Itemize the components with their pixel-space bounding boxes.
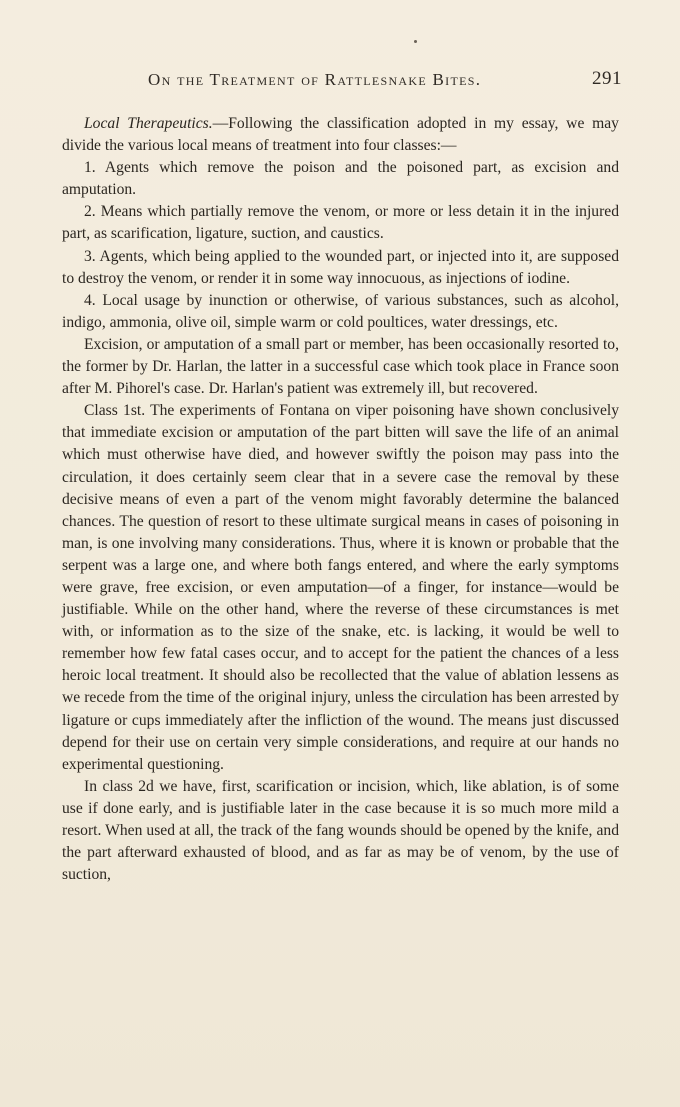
paragraph-class-3: 3. Agents, which being applied to the wounded part, or injected into it, are supposed to destroy the venom, or render it in some way innocuous, as injections of iodine.	[62, 247, 619, 287]
running-head-title: On the Treatment of Rattlesnake Bites.	[148, 70, 482, 89]
paragraph-class-1: 1. Agents which remove the poison and the poisoned part, as excision and amputation.	[62, 159, 619, 199]
paragraph-class-2d: In class 2d we have, first, scarification or incision, which, like ablation, is of some use if done early, and is justifiable later in the case because it is so much more mild a resort. When used at all, the track of the fang wounds should be opened by the knife, and the part afterward exhausted of blood, and as far as may be of venom, by the use of suction,	[62, 777, 619, 884]
paragraph-class-2: 2. Means which partially remove the venom, or more or less detain it in the injured part, as scarification, ligature, suction, and caustics.	[62, 203, 619, 243]
paragraph-class-4: 4. Local usage by inunction or otherwise, of various substances, such as alcohol, indigo, ammonia, olive oil, simple warm or cold poultices, water dressings, etc.	[62, 291, 619, 331]
paragraph-text: —Following the classification adopted in my essay, we may divide the various local means of treatment into four classes:—	[62, 115, 619, 155]
page-number: 291	[592, 68, 622, 89]
ink-speck	[414, 40, 417, 43]
paragraph-local-therapeutics	[62, 113, 619, 157]
section-heading: Local Therapeutics.	[84, 115, 213, 132]
paragraph-class-1st: Class 1st. The experiments of Fontana on viper poisoning have shown conclusively that immediate excision or amputation of the part bitten will save the life of an animal which must otherwise have died, and however swiftly the poison may pass into the circulation, it does certainly seem clear that in a severe case the removal by these decisive means of even a part of the venom might favorably determine the balanced chances. The question of resort to these ultimate surgical means in cases of poisoning in man, is one involving many considerations. Thus, where it is known or probable that the serpent was a large one, and where both fangs entered, and where the early symptoms were grave, free excision, or even amputation—of a finger, for instance—would be justifiable. While on the other hand, where the reverse of these circumstances is met with, or information as to the size of the snake, etc. is lacking, it would be well to remember how few fatal cases occur, and to accept for the patient the chances of a less heroic local treatment. It should also be recollected that the value of ablation lessens as we recede from the time of the original injury, unless the circulation has been arrested by ligature or cups immediately after the infliction of the wound. The means just discussed depend for their use on certain very simple considerations, and require at our hands no experimental questioning.	[62, 402, 619, 773]
body-text	[62, 113, 619, 886]
paragraph-excision: Excision, or amputation of a small part or member, has been occasionally resorted to, the former by Dr. Harlan, the latter in a successful case which took place in France soon after M. Pihorel's case. Dr. Harlan's patient was extremely ill, but recovered.	[62, 335, 619, 398]
running-head	[62, 70, 622, 94]
